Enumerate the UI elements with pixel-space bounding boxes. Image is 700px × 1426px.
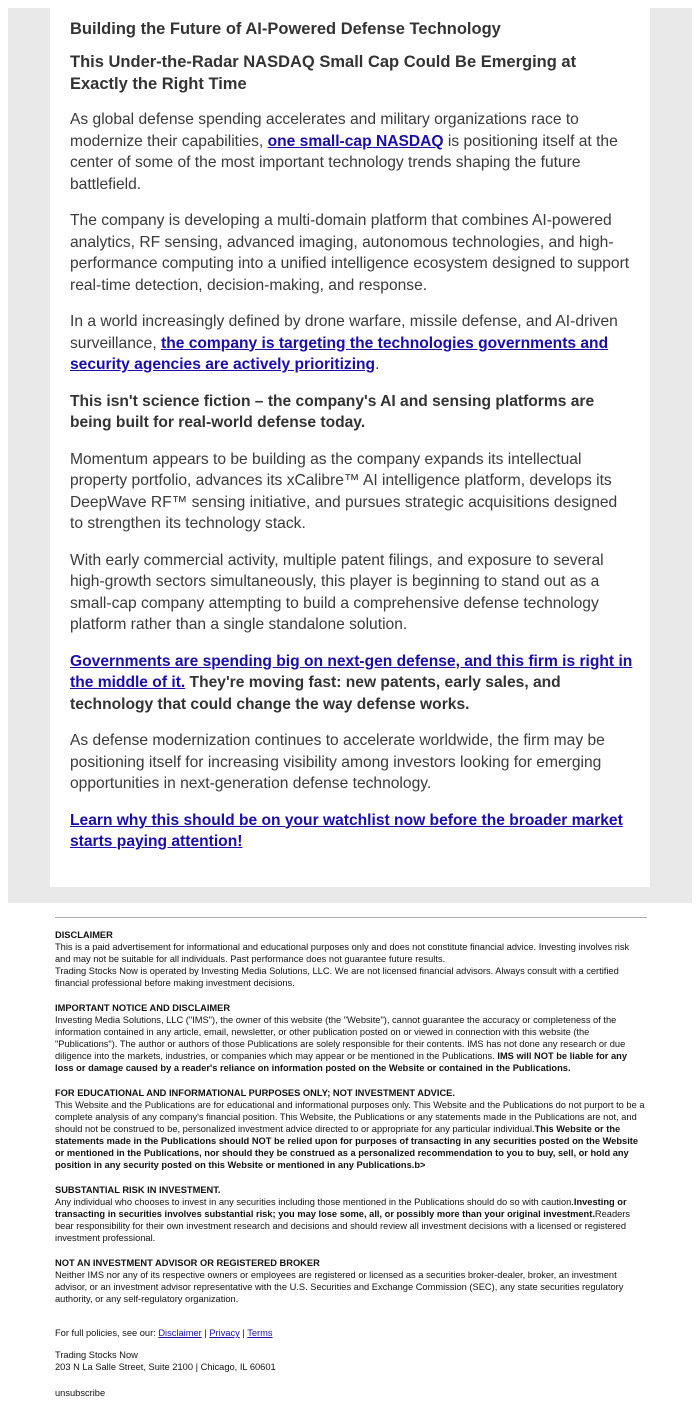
important-notice-section <box>55 1002 647 1074</box>
highlight-statement: This isn't science fiction – the company's AI and sensing platforms are being built for real-world defense today. <box>70 392 595 431</box>
street-address: 203 N La Salle Street, Suite 2100 | Chicago, IL 60601 <box>55 1362 276 1372</box>
technologies-link[interactable]: the company is targeting the technologies governments and security agencies are actively prioritizing <box>70 334 609 373</box>
disclaimer-link[interactable]: Disclaimer <box>158 1328 202 1338</box>
company-name: Trading Stocks Now <box>55 1350 138 1360</box>
edu-bold-text: This Website or the statements made in the Publications should NOT be relied upon for purposes of transacting in any securities posted on the Website or mentioned in the Publications, nor should they be construed as a personalized recommendation to you to buy, sell, or hold any position in any security posted on this Website or mentioned in any Publications.b> <box>55 1124 639 1170</box>
paragraph-2: The company is developing a multi-domain platform that combines AI-powered analytics, RF sensing, advanced imaging, autonomous technologies, and high-performance computing into a unified intelligence ecosystem designed to support real-time detection, decision-making, and response. <box>70 212 630 294</box>
article-card <box>50 8 650 887</box>
footer-divider <box>55 917 647 918</box>
edu-text: This Website and the Publications are for educational and informational purposes only. This Website and the Publications do not purport to be a complete analysis of any company's financial position. This Website, the Publications or any statements made in the Publications are not, and should not be construed to be, personalized investment advice directed to or appropriate for any particular individual. <box>55 1100 645 1134</box>
notice-text: Investing Media Solutions, LLC ("IMS"), the owner of this website (the "Website"), cannot guarantee the accuracy or completeness of the information contained in any article, email, newsletter, or other publication posted on or viewed in connection with this website (the "Publications"). The author or authors of those Publications are solely responsible for their contents. IMS has not done any research or due diligence into the markets, industries, or companies which may appear or be mentioned in the Publications. <box>55 1015 626 1061</box>
watchlist-cta-link[interactable]: Learn why this should be on your watchlist now before the broader market starts paying attention! <box>70 811 623 850</box>
risk-heading: SUBSTANTIAL RISK IN INVESTMENT. <box>55 1185 221 1195</box>
paragraph-3-text-b: . <box>375 356 380 373</box>
email-background <box>8 8 692 903</box>
paragraph-6: With early commercial activity, multiple patent filings, and exposure to several high-growth sectors simultaneously, this player is beginning to stand out as a small-cap company attempting to build a comprehensive defense technology platform rather than a single standalone solution. <box>70 551 604 633</box>
policies-line <box>55 1327 647 1339</box>
separator-1: | <box>201 1328 210 1338</box>
cta-paragraph <box>70 810 633 853</box>
risk-bold-text: Investing or transacting in securities involves substantial risk; you may lose some, all, or possibly more than your original investment. <box>55 1197 627 1219</box>
disclaimer-section <box>55 929 647 989</box>
risk-section <box>55 1184 647 1244</box>
risk-text-2: Readers bear responsibility for their own investment research and decisions and should review all investment decisions with a licensed or registered investment professional. <box>55 1209 631 1243</box>
terms-link[interactable]: Terms <box>247 1328 273 1338</box>
paragraph-1 <box>70 109 633 195</box>
important-notice-text <box>55 1014 647 1074</box>
paragraph-1-text-a: As global defense spending accelerates and military organizations race to modernize their capabilities, <box>70 111 579 150</box>
educational-section <box>55 1087 647 1171</box>
paragraph-3 <box>70 311 633 376</box>
paragraph-7-text: They're moving fast: new patents, early sales, and technology that could change the way defense works. <box>70 674 561 713</box>
advisor-section <box>55 1257 647 1305</box>
advisor-heading: NOT AN INVESTMENT ADVISOR OR REGISTERED BROKER <box>55 1258 320 1268</box>
unsubscribe-link[interactable]: unsubscribe <box>55 1388 106 1398</box>
paragraph-8: As defense modernization continues to accelerate worldwide, the firm may be positioning itself for increasing visibility among investors looking for emerging opportunities in next-generation defense technology. <box>70 732 605 792</box>
footer <box>55 929 647 1399</box>
risk-text-1: Any individual who chooses to invest in any securities including those mentioned in the Publications should do so with caution. <box>55 1197 574 1207</box>
company-address <box>55 1349 647 1373</box>
privacy-link[interactable]: Privacy <box>209 1328 240 1338</box>
educational-heading: FOR EDUCATIONAL AND INFORMATIONAL PURPOSES ONLY; NOT INVESTMENT ADVICE. <box>55 1088 455 1098</box>
paragraph-3-text-a: In a world increasingly defined by drone warfare, missile defense, and AI-driven surveillance, <box>70 313 618 352</box>
important-notice-heading: IMPORTANT NOTICE AND DISCLAIMER <box>55 1003 231 1013</box>
separator-2: | <box>239 1328 248 1338</box>
advisor-text: Neither IMS nor any of its respective owners or employees are registered or licensed as a securities broker-dealer, broker, an investment advisor, or an investment advisor representative with the U.S. Securities and Exchange Commission (SEC), any state securities regulatory authority, or any self-regulatory organization. <box>55 1270 624 1304</box>
risk-text <box>55 1196 647 1244</box>
small-cap-nasdaq-link[interactable]: one small-cap NASDAQ <box>267 132 444 150</box>
paragraph-1-text-b: is positioning itself at the center of some of the most important technology trends shaping the future battlefield. <box>70 132 618 193</box>
disclaimer-heading: DISCLAIMER <box>55 930 113 940</box>
disclaimer-text-1: This is a paid advertisement for informational and educational purposes only and does not constitute financial advice. Investing involves risk and may not be suitable for all individuals. Past performance does not guarantee future results. <box>55 942 630 964</box>
disclaimer-text-2: Trading Stocks Now is operated by Investing Media Solutions, LLC. We are not licensed financial advisors. Always consult with a certified financial professional before making investment decisions. <box>55 966 619 988</box>
policies-prefix: For full policies, see our: <box>55 1328 159 1338</box>
paragraph-5: Momentum appears to be building as the company expands its intellectual property portfolio, advances its xCalibre™ AI intelligence platform, develops its DeepWave RF™ sensing initiative, and pursues strategic acquisitions designed to strengthen its technology stack. <box>70 450 618 532</box>
educational-text <box>55 1099 647 1171</box>
next-gen-defense-link[interactable]: Governments are spending big on next-gen defense, and this firm is right in the middle of it. <box>70 652 633 691</box>
article-title: Building the Future of AI-Powered Defense Technology <box>70 20 501 38</box>
notice-bold-text: IMS will NOT be liable for any loss or damage caused by a reader's reliance on information posted on the Website or contained in the Publications. <box>55 1051 628 1073</box>
paragraph-7 <box>70 651 633 716</box>
article-content <box>70 18 633 853</box>
article-subtitle: This Under-the-Radar NASDAQ Small Cap Could Be Emerging at Exactly the Right Time <box>70 53 577 93</box>
